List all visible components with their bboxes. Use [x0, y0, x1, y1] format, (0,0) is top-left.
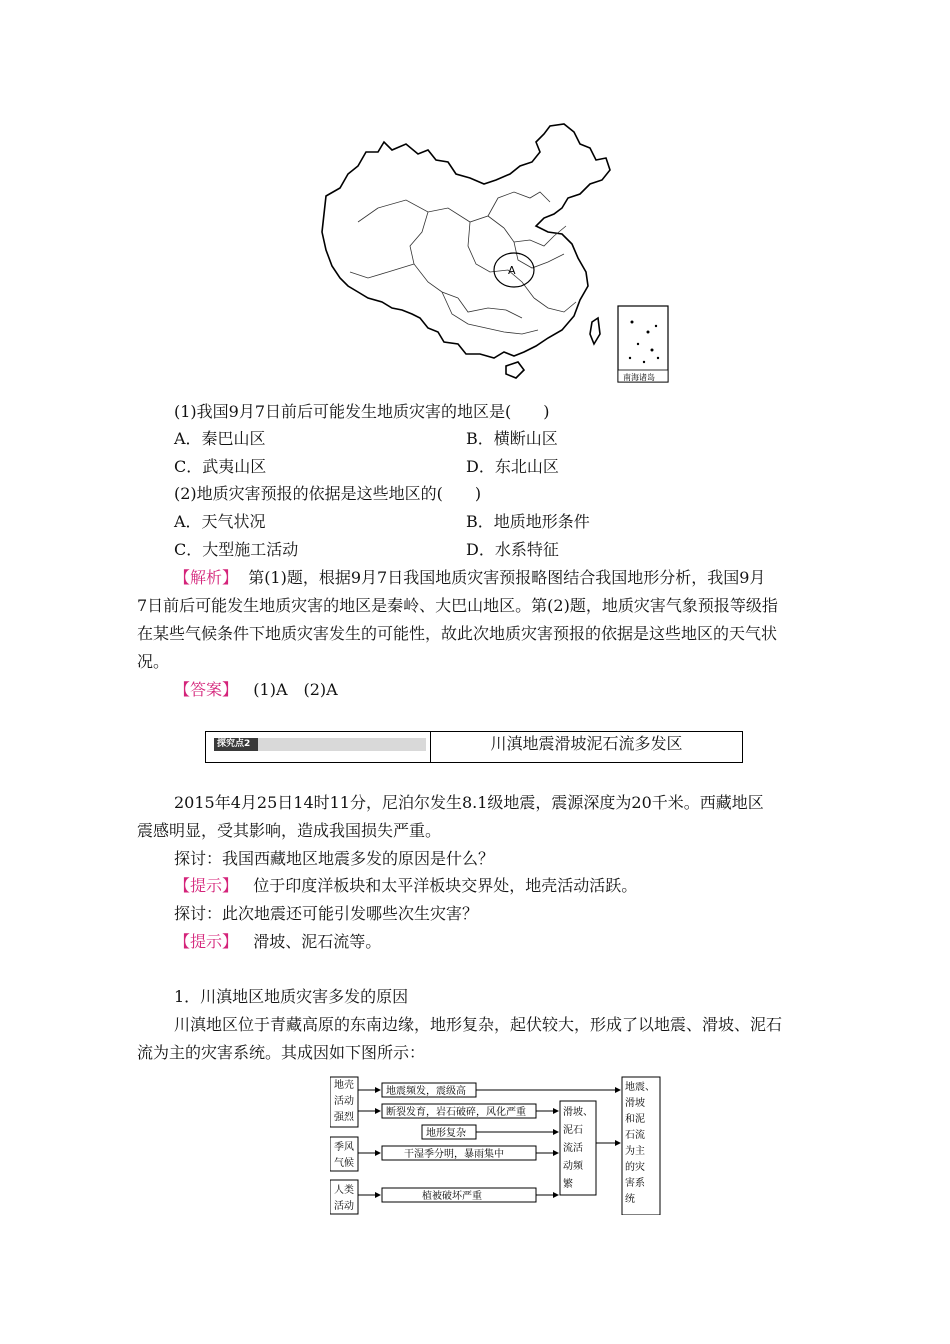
discuss2-question: 探讨：此次地震还可能引发哪些次生灾害？ [174, 904, 479, 923]
mid-l5: 繁 [563, 1179, 573, 1190]
cause-flow-diagram [330, 1073, 662, 1215]
south-china-sea-inset [618, 306, 668, 382]
section1-heading: 1．川滇地区地质灾害多发的原因 [174, 987, 409, 1006]
result-l1: 地震、 [625, 1082, 655, 1093]
taiwan-island [590, 318, 600, 344]
cause3-l2: 活动 [334, 1201, 354, 1212]
result-l4: 石流 [625, 1130, 645, 1141]
mid-l4: 动频 [563, 1161, 583, 1172]
analysis-tag: 【解析】 [174, 568, 239, 587]
answer-tag: 【答案】 [174, 680, 239, 699]
discuss2-hint [174, 932, 381, 952]
q1-option-d: D．东北山区 [466, 457, 559, 476]
analysis-line4: 况。 [137, 652, 170, 671]
probe-point-header [205, 731, 743, 763]
q1-option-c: C．武夷山区 [174, 457, 267, 476]
cause1-l3: 强烈 [334, 1112, 354, 1123]
cause1-l2: 活动 [334, 1096, 354, 1107]
q2-stem: (2)地质灾害预报的依据是这些地区的( ) [174, 484, 482, 503]
discuss2-answer: 滑坡、泥石流等。 [253, 932, 382, 951]
discuss1-hint [174, 876, 637, 896]
answer-line [174, 680, 338, 700]
probe-title: 川滇地震滑坡泥石流多发区 [490, 734, 683, 753]
cause2-l2: 气候 [334, 1158, 354, 1169]
analysis-line1 [174, 568, 765, 588]
box-quake-text: 地震频发，震级高 [386, 1086, 466, 1097]
q1-option-a: A．秦巴山区 [174, 429, 266, 448]
result-l8: 统 [625, 1194, 635, 1205]
discuss1-answer: 位于印度洋板块和太平洋板块交界处，地壳活动活跃。 [253, 876, 638, 895]
cause2-l1: 季风 [334, 1142, 354, 1153]
result-l2: 滑坡 [625, 1098, 645, 1109]
probe-label: 探究点2 [217, 739, 251, 749]
hainan-island [506, 362, 524, 378]
discuss2-tag: 【提示】 [174, 932, 239, 951]
inset-label: 南海诸岛 [623, 373, 655, 382]
cause1-l1: 地壳 [334, 1080, 354, 1091]
answer-text: (1)A (2)A [253, 680, 338, 699]
mid-l2: 泥石 [563, 1125, 583, 1136]
box-rain-text: 干湿季分明，暴雨集中 [404, 1149, 504, 1160]
q1-stem: (1)我国9月7日前后可能发生地质灾害的地区是( ) [174, 402, 550, 421]
result-l5: 为主 [625, 1146, 645, 1157]
q1-option-b: B．横断山区 [466, 429, 558, 448]
q2-option-d: D．水系特征 [466, 540, 559, 559]
mid-l1: 滑坡、 [563, 1107, 593, 1118]
box-veg-text: 植被破坏严重 [422, 1191, 482, 1202]
box-terrain-text: 地形复杂 [426, 1128, 466, 1139]
intro-line2: 震感明显，受其影响，造成我国损失严重。 [137, 821, 442, 840]
analysis-line3: 在某些气候条件下地质灾害发生的可能性，故此次地质灾害预报的依据是这些地区的天气状 [137, 624, 778, 643]
probe-label-bar [214, 738, 426, 751]
discuss1-tag: 【提示】 [174, 876, 239, 895]
analysis-line2: 7日前后可能发生地质灾害的地区是秦岭、大巴山地区。第(2)题，地质灾害气象预报等级指 [137, 596, 778, 615]
analysis-text-1: 第(1)题，根据9月7日我国地质灾害预报略图结合我国地形分析，我国9月 [248, 568, 766, 587]
section1-line2: 流为主的灾害系统。其成因如下图所示： [137, 1043, 426, 1062]
intro-line1: 2015年4月25日14时11分，尼泊尔发生8.1级地震，震源深度为20千米。西藏地区 [174, 793, 764, 812]
result-l6: 的灾 [625, 1162, 645, 1173]
cause3-l1: 人类 [334, 1185, 354, 1196]
result-l7: 害系 [625, 1178, 645, 1189]
section1-line1: 川滇地区位于青藏高原的东南边缘，地形复杂，起伏较大，形成了以地震、滑坡、泥石 [174, 1015, 783, 1034]
q2-option-a: A．天气状况 [174, 512, 266, 531]
result-l3: 和泥 [625, 1114, 645, 1125]
q2-option-c: C．大型施工活动 [174, 540, 299, 559]
q2-option-b: B．地质地形条件 [466, 512, 590, 531]
region-a-label: A [508, 264, 516, 277]
box-fault-text: 断裂发育，岩石破碎，风化严重 [386, 1107, 526, 1118]
mid-l3: 流活 [563, 1143, 583, 1154]
china-disaster-map [318, 122, 670, 384]
discuss1-question: 探讨：我国西藏地区地震多发的原因是什么？ [174, 849, 495, 868]
